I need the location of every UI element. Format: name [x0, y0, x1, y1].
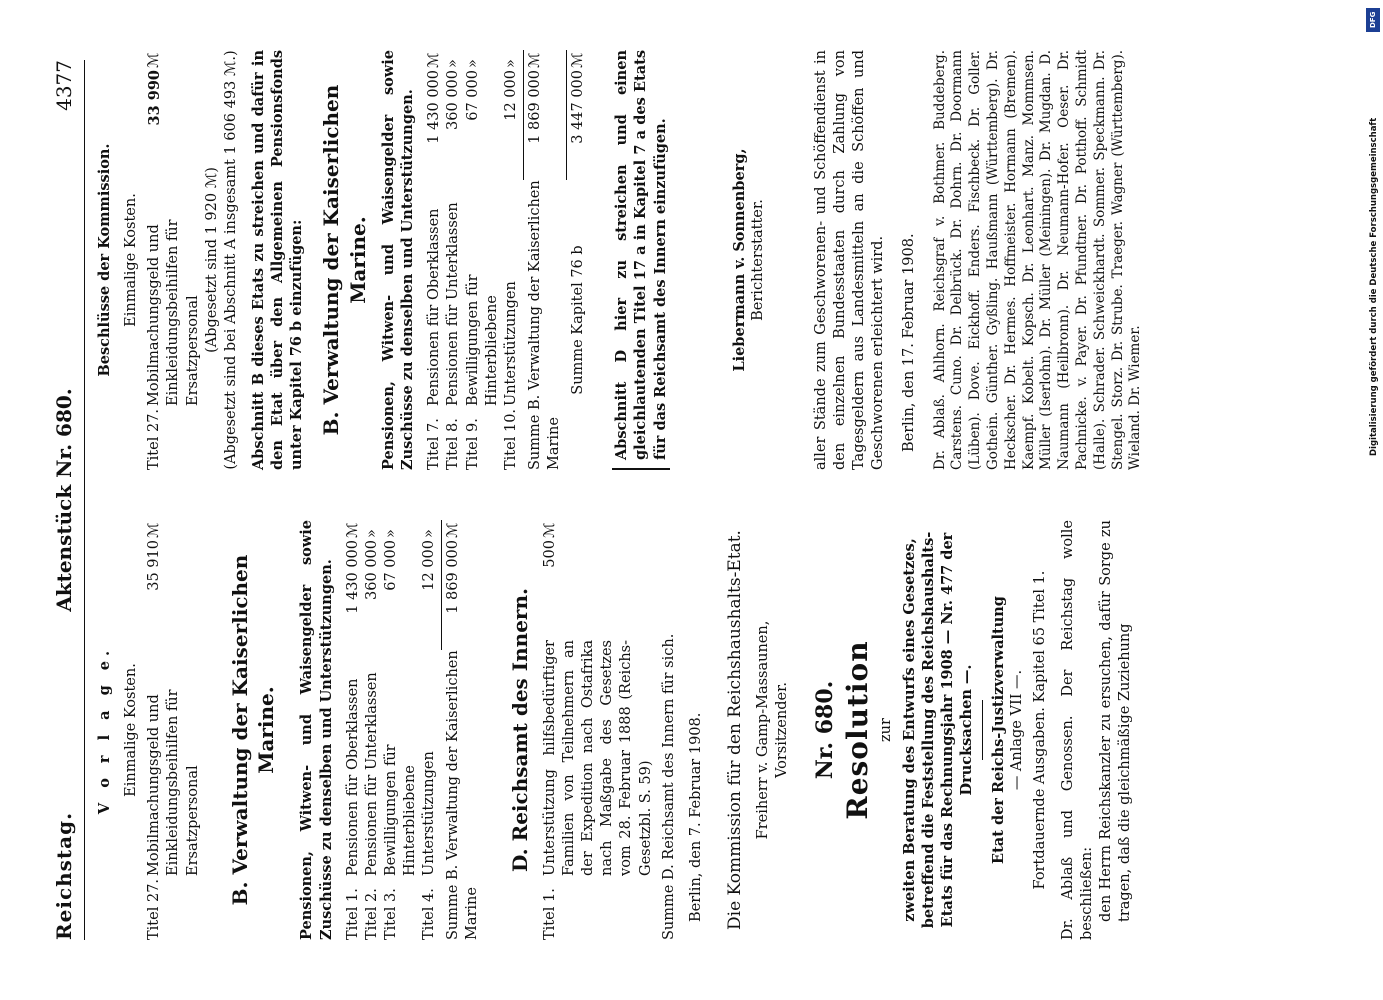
sum-rule [523, 50, 524, 180]
pensionen-heading-b: Pensionen, Witwen- und Waisengelder sowie Zuschüsse zu denselben und Unterstützungen. [380, 50, 417, 470]
short-rule [982, 700, 983, 760]
pension-cell-u: ℳ [344, 522, 361, 538]
pension-cell-t: Pensionen für Unterklassen [363, 672, 380, 876]
pension-cell-t: Pensionen für Oberklassen [426, 208, 443, 406]
vorsitzender-role: Vorsitzender. [774, 681, 791, 779]
pension-cell-u: » [464, 59, 481, 68]
resolution-zur: zur [877, 718, 894, 742]
titel27-text: Mobilmachungsgeld und Einkleidungsbeihilfen für Ersatzpersonal [146, 689, 201, 876]
beschluesse-heading: Beschlüsse der Kommission. [96, 143, 113, 377]
abschnitt-b-note: Abschnitt B dieses Etats zu streichen und dafür in den Etat über den Allgemeinen Pensionsfonds unter Kapitel 76 b einzufügen: [249, 50, 306, 470]
pension-row [464, 50, 502, 470]
pension-cell-v: 12 000 [421, 540, 438, 591]
berichterstatter-role: Berichterstatter. [749, 199, 766, 321]
pension-cell-t: Pensionen für Oberklassen [344, 678, 361, 876]
resolution-number: Nr. 680. [811, 680, 838, 780]
summe-kap-text: Summe Kapitel 76 b [570, 245, 587, 395]
mark-unit: ℳ [146, 522, 163, 538]
pension-cell-u: » [445, 59, 462, 68]
summe-kap-value: 3 447 000 [570, 70, 587, 144]
date-2: Berlin, den 17. Februar 1908. [901, 233, 918, 452]
d-titel-row [541, 520, 656, 940]
summe-b-text: Summe B. Verwaltung der Kaiserlichen Marine [445, 650, 481, 940]
mark-unit: ℳ [146, 52, 163, 68]
column-right [95, 50, 1145, 470]
d-titel-value: 500 [541, 540, 558, 568]
header-left: Reichstag. [52, 811, 76, 940]
titel27-text-b: Mobilmachungsgeld und Einkleidungsbeihilfen für Ersatzpersonal [146, 219, 201, 406]
pension-cell-k: Titel 8. [445, 418, 462, 470]
pension-cell-v: 360 000 [445, 70, 462, 130]
digitization-note: Digitalisierung gefördert durch die Deutsche Forschungsgemeinschaft [1369, 117, 1379, 456]
pension-cell-k: Titel 2. [363, 888, 380, 940]
pensionen-table [344, 520, 440, 940]
pension-row [425, 50, 444, 470]
pension-cell-v: 67 000 [464, 70, 481, 121]
pension-row [382, 520, 420, 940]
pension-row [420, 520, 439, 940]
etat-heading: Etat der Reichs-Justizverwaltung [990, 596, 1008, 864]
header-rule [84, 60, 85, 940]
pension-cell-t: Bewilligungen für Hinterbliebene [464, 274, 500, 406]
pension-cell-k: Titel 7. [426, 418, 443, 470]
summe-b-value-b: 1 869 000 [526, 70, 543, 144]
einmalige-kosten-b: Einmalige Kosten. [123, 193, 140, 327]
pension-cell-t: Pensionen für Unterklassen [445, 202, 462, 406]
column-left [95, 520, 1135, 940]
pension-cell-v: 12 000 [502, 70, 519, 121]
abgesetzt-2: (Abgesetzt sind bei Abschnitt A insgesamt 1 606 493 ℳ.) [222, 50, 239, 470]
pension-cell-k: Titel 1. [344, 888, 361, 940]
pensionen-table-b [425, 50, 521, 470]
mark-unit: ℳ [570, 52, 587, 68]
titel27-row-b [145, 50, 202, 470]
resolution-text: zweiten Beratung des Entwurfs eines Gesetzes, betreffend die Feststellung des Reichshaushalts-Etats für das Rechnungsjahr 1908 — Nr. 477 der Drucksachen —. [900, 531, 976, 929]
pension-row [444, 50, 463, 470]
antrag: Dr. Ablaß und Genossen. Der Reichstag wolle beschließen: [1059, 520, 1095, 940]
mark-unit: ℳ [445, 522, 462, 538]
resolution-title: Resolution [840, 640, 874, 820]
titel27-label-b: Titel 27. [146, 408, 163, 470]
pension-cell-t: Unterstützungen [421, 751, 438, 876]
abschnitt-d-note: Abschnitt D hier zu streichen und einen gleichlautenden Titel 17 a in Kapitel 7 a des Etats für das Reichsamt des Innern einzufügen. [612, 50, 669, 470]
header-title: Aktenstück Nr. 680. [52, 388, 76, 612]
fortdauernde: Fortdauernde Ausgaben. Kapitel 65 Titel 1. [1032, 570, 1049, 890]
pension-cell-u: » [502, 59, 519, 68]
titel27-value-b: 33 990 [146, 70, 164, 126]
pensionen-heading: Pensionen, Witwen- und Waisengelder sowie Zuschüsse zu denselben und Unterstützungen. [298, 520, 335, 940]
pension-cell-u: ℳ [426, 52, 443, 68]
pension-cell-v: 1 430 000 [426, 70, 443, 144]
b-heading-b: B. Verwaltung der Kaiserlichen Marine. [319, 84, 370, 436]
signatories: Dr. Ablaß. Ahlhorn. Reichsgraf v. Bothmer. Buddeberg. Carstens. Cuno. Dr. Delbrück. Dr. Dohrn. Dr. Doormann (Lüben). Dove. Eickhoff. Enders. Fischbeck. Dr. Goller. Gothein. Günther. Gyßling. Haußmann (Württemberg). Dr. Heckscher. Dr. Hermes. Hoffmeister. Hormann (Bremen). Kaempf. Kobelt. Kopsch. Dr. Leonhart. Manz. Mommsen. Müller (Iserlohn). Dr. Müller (Meiningen). Dr. Mugdan. D. Naumann (Heilbronn). Dr. Neumann-Hofer. Oeser. Dr. Pachnicke. v. Payer. Dr. Pfundtner. Dr. Potthoff. Schmidt (Halle). Schrader. Schweickhardt. Sommer. Speckmann. Dr. Stengel. Storz. Dr. Strube. Traeger. Wagner (Württemberg). Wieland. Dr. Wiemer. [931, 50, 1144, 470]
summe-kap-row [569, 50, 588, 470]
date-1: Berlin, den 7. Februar 1908. [687, 712, 704, 922]
summe-b-row [444, 520, 482, 940]
pension-cell-k: Titel 4. [421, 888, 438, 940]
page-number: 4377 [52, 60, 76, 111]
pension-row [344, 520, 363, 940]
titel27-row [145, 520, 202, 940]
pension-row [363, 520, 382, 940]
pension-cell-k: Titel 3. [382, 888, 399, 940]
einmalige-kosten: Einmalige Kosten. [123, 663, 140, 797]
pension-cell-v: 360 000 [363, 540, 380, 600]
sum-rule [566, 50, 567, 180]
pension-cell-u: » [421, 529, 438, 538]
vorlage-heading: V o r l a g e. [96, 645, 113, 815]
summe-d: Summe D. Reichsamt des Innern für sich. [660, 633, 677, 940]
pension-cell-u: » [363, 529, 380, 538]
pension-cell-k: Titel 9. [464, 418, 481, 470]
d-heading: D. Reichsamt des Innern. [507, 588, 532, 872]
kommission-title: Die Kommission für den Reichshaushalts-Etat. [724, 530, 745, 930]
abgesetzt-1: (Abgesetzt sind 1 920 ℳ) [203, 167, 220, 353]
pension-cell-u: » [382, 529, 399, 538]
sum-rule [441, 520, 442, 650]
titel27-label: Titel 27. [146, 878, 163, 940]
berichterstatter-name: Liebermann v. Sonnenberg, [730, 148, 748, 372]
summe-b-text-b: Summe B. Verwaltung der Kaiserlichen Marine [526, 180, 563, 470]
dfg-logo: DFG [1366, 8, 1380, 32]
d-titel-text: Unterstützung hilfsbedürftiger Familien von Teilnehmern an der Expedition nach Ostafrika nach Maßgabe des Gesetzes vom 28. Februar 1888 (Reichs-Gesetzbl. S. 59) [541, 640, 654, 876]
pension-cell-v: 1 430 000 [344, 540, 361, 614]
pension-cell-v: 67 000 [382, 540, 399, 591]
page-header [44, 60, 84, 940]
antrag-text: den Herrn Reichskanzler zu ersuchen, dafür Sorge zu tragen, daß die gleichmäßige Zuziehung [1097, 520, 1133, 922]
vorsitzender-name: Freiherr v. Gamp-Massaunen, [755, 620, 772, 840]
summe-b-row-b [526, 50, 564, 470]
mark-unit: ℳ [541, 522, 558, 538]
pension-cell-t: Unterstützungen [502, 281, 519, 406]
mark-unit: ℳ [526, 52, 543, 68]
d-titel-label: Titel 1. [541, 888, 558, 940]
b-heading: B. Verwaltung der Kaiserlichen Marine. [227, 554, 279, 906]
pension-cell-t: Bewilligungen für Hinterbliebene [382, 744, 419, 876]
resolution-continuation: aller Stände zum Geschworenen- und Schöffendienst in den einzelnen Bundesstaaten durch Zahlung von Tagesgeldern aus Landesmitteln an die Schöffen und Geschworenen erleichtert wird. [812, 50, 887, 470]
titel27-value: 35 910 [146, 540, 163, 591]
summe-b-value: 1 869 000 [445, 540, 462, 614]
pension-cell-k: Titel 10. [502, 408, 519, 470]
anlage: — Anlage VII —. [1009, 669, 1026, 791]
pension-row [502, 50, 521, 470]
